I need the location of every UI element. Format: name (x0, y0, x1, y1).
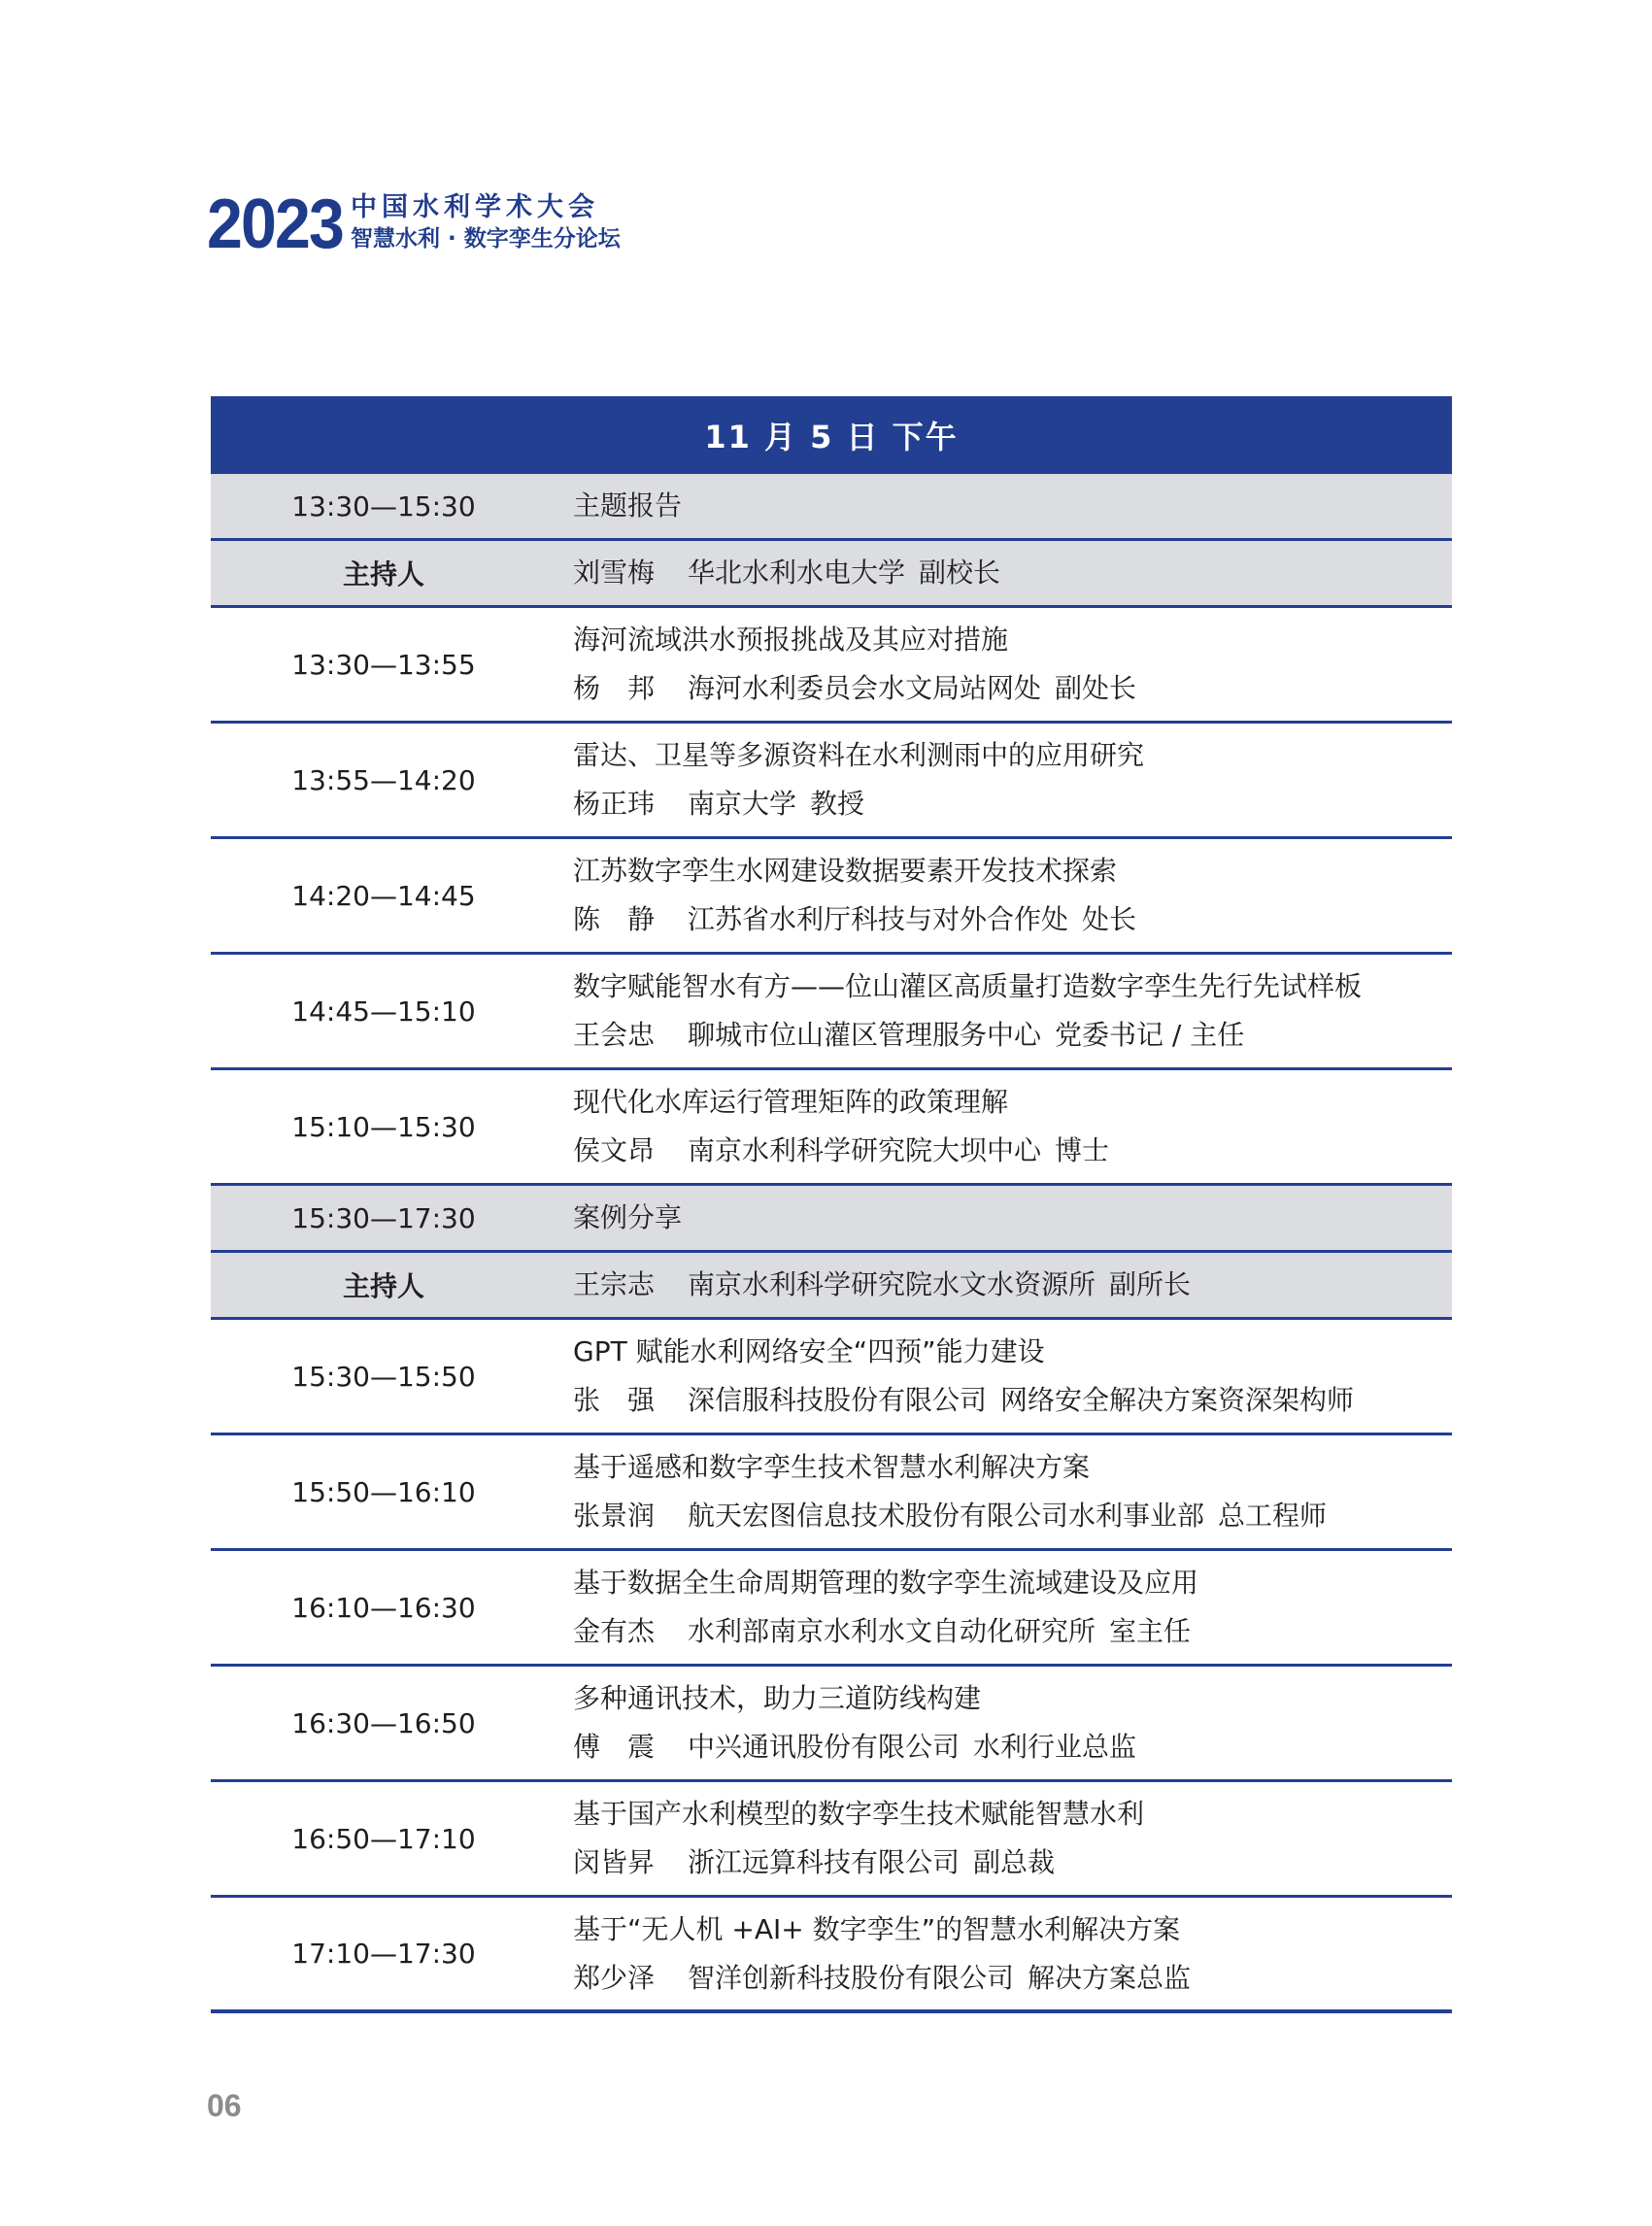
speaker-role: 室主任 (1109, 1615, 1192, 1647)
speaker-role: 处长 (1082, 903, 1137, 935)
host-row (211, 1253, 1452, 1320)
talk-title: 基于数据全生命周期管理的数字孪生流域建设及应用 (573, 1567, 1199, 1599)
talk-details (556, 847, 1452, 944)
talk-details (556, 1078, 1452, 1175)
talk-row (211, 1320, 1452, 1435)
session-time: 13:30—15:30 (291, 489, 476, 523)
speaker-org: 江苏省水利厅科技与对外合作处 (688, 903, 1069, 935)
talk-time: 14:45—15:10 (291, 995, 476, 1028)
speaker-role: 党委书记 / 主任 (1055, 1019, 1245, 1051)
speaker-role: 博士 (1055, 1134, 1110, 1166)
speaker-org: 南京大学 (688, 788, 797, 820)
speaker-role: 副处长 (1055, 672, 1137, 704)
speaker-name: 张景润 (573, 1500, 656, 1532)
day-header: 11 月 5 日 下午 (211, 396, 1452, 474)
speaker-name: 杨 邦 (573, 672, 656, 704)
talk-details (556, 616, 1452, 713)
talk-time: 17:10—17:30 (291, 1938, 476, 1970)
talk-row (211, 1070, 1452, 1186)
talk-details (556, 1559, 1452, 1656)
speaker-name: 傅 震 (573, 1731, 656, 1763)
speaker-role: 水利行业总监 (973, 1731, 1137, 1763)
speaker-org: 浙江远算科技有限公司 (688, 1846, 961, 1878)
talk-row (211, 839, 1452, 955)
talk-title: 数字赋能智水有方——位山灌区高质量打造数字孪生先行先试样板 (573, 970, 1363, 1002)
talk-time: 16:50—17:10 (291, 1822, 476, 1855)
host-title: 副所长 (1109, 1268, 1192, 1300)
host-org: 南京水利科学研究院水文水资源所 (688, 1268, 1096, 1300)
talk-speaker (573, 1492, 1452, 1540)
talk-time: 14:20—14:45 (291, 879, 476, 912)
talk-title: GPT 赋能水利网络安全“四预”能力建设 (573, 1335, 1045, 1367)
speaker-role: 网络安全解决方案资深架构师 (1000, 1384, 1355, 1416)
speaker-role: 解决方案总监 (1028, 1961, 1192, 1994)
speaker-role: 教授 (810, 788, 865, 820)
speaker-name: 陈 静 (573, 903, 656, 935)
talk-title: 海河流域洪水预报挑战及其应对措施 (573, 624, 1009, 656)
talk-details (556, 962, 1452, 1060)
talk-title: 基于国产水利模型的数字孪生技术赋能智慧水利 (573, 1798, 1145, 1830)
talk-time: 15:30—15:50 (291, 1360, 476, 1393)
speaker-name: 金有杰 (573, 1615, 656, 1647)
schedule-table (211, 396, 1452, 2013)
talk-time: 15:50—16:10 (291, 1475, 476, 1508)
talk-speaker (573, 1723, 1452, 1771)
talk-speaker (573, 1838, 1452, 1887)
speaker-org: 深信服科技股份有限公司 (688, 1384, 988, 1416)
speaker-name: 闵皆昇 (573, 1846, 656, 1878)
host-title: 副校长 (919, 556, 1001, 589)
speaker-org: 中兴通讯股份有限公司 (688, 1731, 961, 1763)
session-title: 主题报告 (573, 489, 683, 522)
host-info (556, 1261, 1452, 1309)
speaker-org: 南京水利科学研究院大坝中心 (688, 1134, 1042, 1166)
talk-title: 现代化水库运行管理矩阵的政策理解 (573, 1086, 1009, 1118)
speaker-org: 聊城市位山灌区管理服务中心 (688, 1019, 1042, 1051)
talk-details (556, 1674, 1452, 1771)
speaker-org: 水利部南京水利水文自动化研究所 (688, 1615, 1096, 1647)
talk-speaker (573, 780, 1452, 828)
speaker-name: 杨正玮 (573, 788, 656, 820)
session-time: 15:30—17:30 (291, 1201, 476, 1234)
host-name: 王宗志 (573, 1268, 656, 1300)
speaker-org: 航天宏图信息技术股份有限公司水利事业部 (688, 1500, 1205, 1532)
speaker-role: 总工程师 (1218, 1500, 1328, 1532)
speaker-name: 王会忠 (573, 1019, 656, 1051)
session-row (211, 1186, 1452, 1253)
host-org: 华北水利水电大学 (688, 556, 906, 589)
talk-time: 15:10—15:30 (291, 1110, 476, 1143)
conference-name: 中国水利学术大会 (351, 192, 599, 222)
talk-speaker (573, 1376, 1452, 1425)
speaker-name: 郑少泽 (573, 1961, 656, 1994)
talk-speaker (573, 664, 1452, 713)
talk-row (211, 1782, 1452, 1898)
host-label: 主持人 (342, 1270, 424, 1302)
talk-time: 16:10—16:30 (291, 1591, 476, 1624)
talk-details (556, 1906, 1452, 2003)
talk-row (211, 1667, 1452, 1782)
talk-details (556, 1328, 1452, 1425)
talk-details (556, 1443, 1452, 1540)
talk-title: 江苏数字孪生水网建设数据要素开发技术探索 (573, 855, 1118, 887)
talk-time: 13:30—13:55 (291, 648, 476, 681)
talk-speaker (573, 1127, 1452, 1175)
speaker-org: 海河水利委员会水文局站网处 (688, 672, 1042, 704)
session-row (211, 474, 1452, 541)
host-label: 主持人 (342, 558, 424, 590)
talk-title: 雷达、卫星等多源资料在水利测雨中的应用研究 (573, 739, 1145, 771)
talk-time: 16:30—16:50 (291, 1706, 476, 1739)
talk-details (556, 1790, 1452, 1887)
talk-speaker (573, 1954, 1452, 2003)
speaker-org: 智洋创新科技股份有限公司 (688, 1961, 1015, 1994)
talk-speaker (573, 1011, 1452, 1060)
talk-speaker (573, 1607, 1452, 1656)
host-info (556, 549, 1452, 597)
talk-row (211, 608, 1452, 724)
talk-row (211, 955, 1452, 1070)
page-number: 06 (207, 2088, 242, 2123)
talk-row (211, 1551, 1452, 1667)
header-year: 2023 (207, 186, 343, 263)
speaker-name: 张 强 (573, 1384, 656, 1416)
speaker-name: 侯文昂 (573, 1134, 656, 1166)
host-row (211, 541, 1452, 608)
talk-row (211, 1435, 1452, 1551)
talk-details (556, 731, 1452, 828)
talk-time: 13:55—14:20 (291, 763, 476, 796)
session-title: 案例分享 (573, 1201, 683, 1233)
talk-title: 基于遥感和数字孪生技术智慧水利解决方案 (573, 1451, 1091, 1483)
talk-speaker (573, 895, 1452, 944)
forum-name: 智慧水利 · 数字孪生分论坛 (351, 226, 621, 252)
talk-title: 基于“无人机 +AI+ 数字孪生”的智慧水利解决方案 (573, 1912, 1181, 1945)
speaker-role: 副总裁 (973, 1846, 1056, 1878)
talk-row (211, 724, 1452, 839)
host-name: 刘雪梅 (573, 556, 656, 589)
talk-row (211, 1898, 1452, 2013)
talk-title: 多种通讯技术，助力三道防线构建 (573, 1682, 982, 1714)
